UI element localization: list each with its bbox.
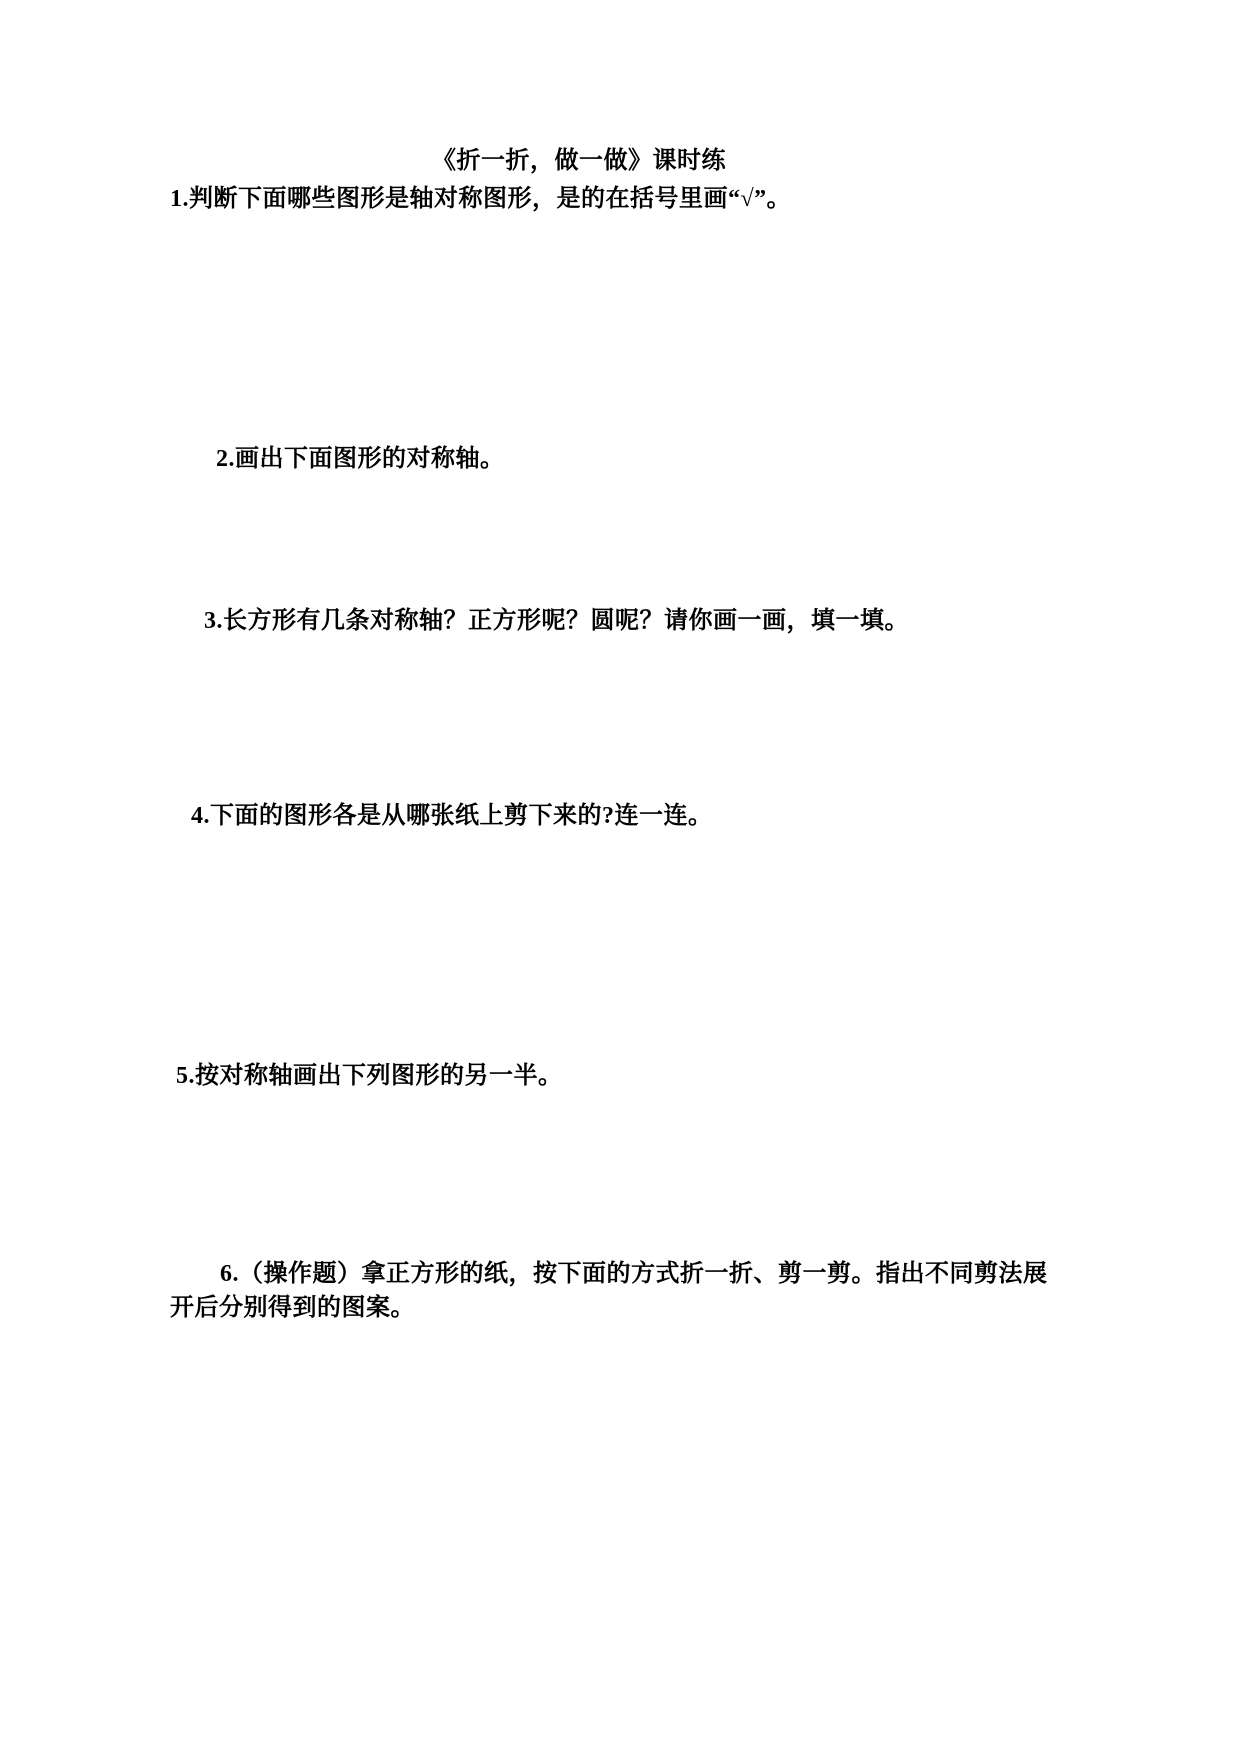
question-1: 1.判断下面哪些图形是轴对称图形，是的在括号里画“√”。	[170, 186, 792, 212]
question-6-line-2: 开后分别得到的图案。	[170, 1295, 415, 1321]
question-5: 5.按对称轴画出下列图形的另一半。	[176, 1063, 563, 1089]
question-2: 2.画出下面图形的对称轴。	[216, 446, 505, 472]
question-3: 3.长方形有几条对称轴？正方形呢？圆呢？请你画一画，填一填。	[204, 608, 909, 634]
question-4: 4.下面的图形各是从哪张纸上剪下来的?连一连。	[191, 803, 713, 829]
question-6-line-1: 6.（操作题）拿正方形的纸，按下面的方式折一折、剪一剪。指出不同剪法展	[220, 1261, 1048, 1287]
doc-title: 《折一折，做一做》课时练	[432, 148, 726, 174]
